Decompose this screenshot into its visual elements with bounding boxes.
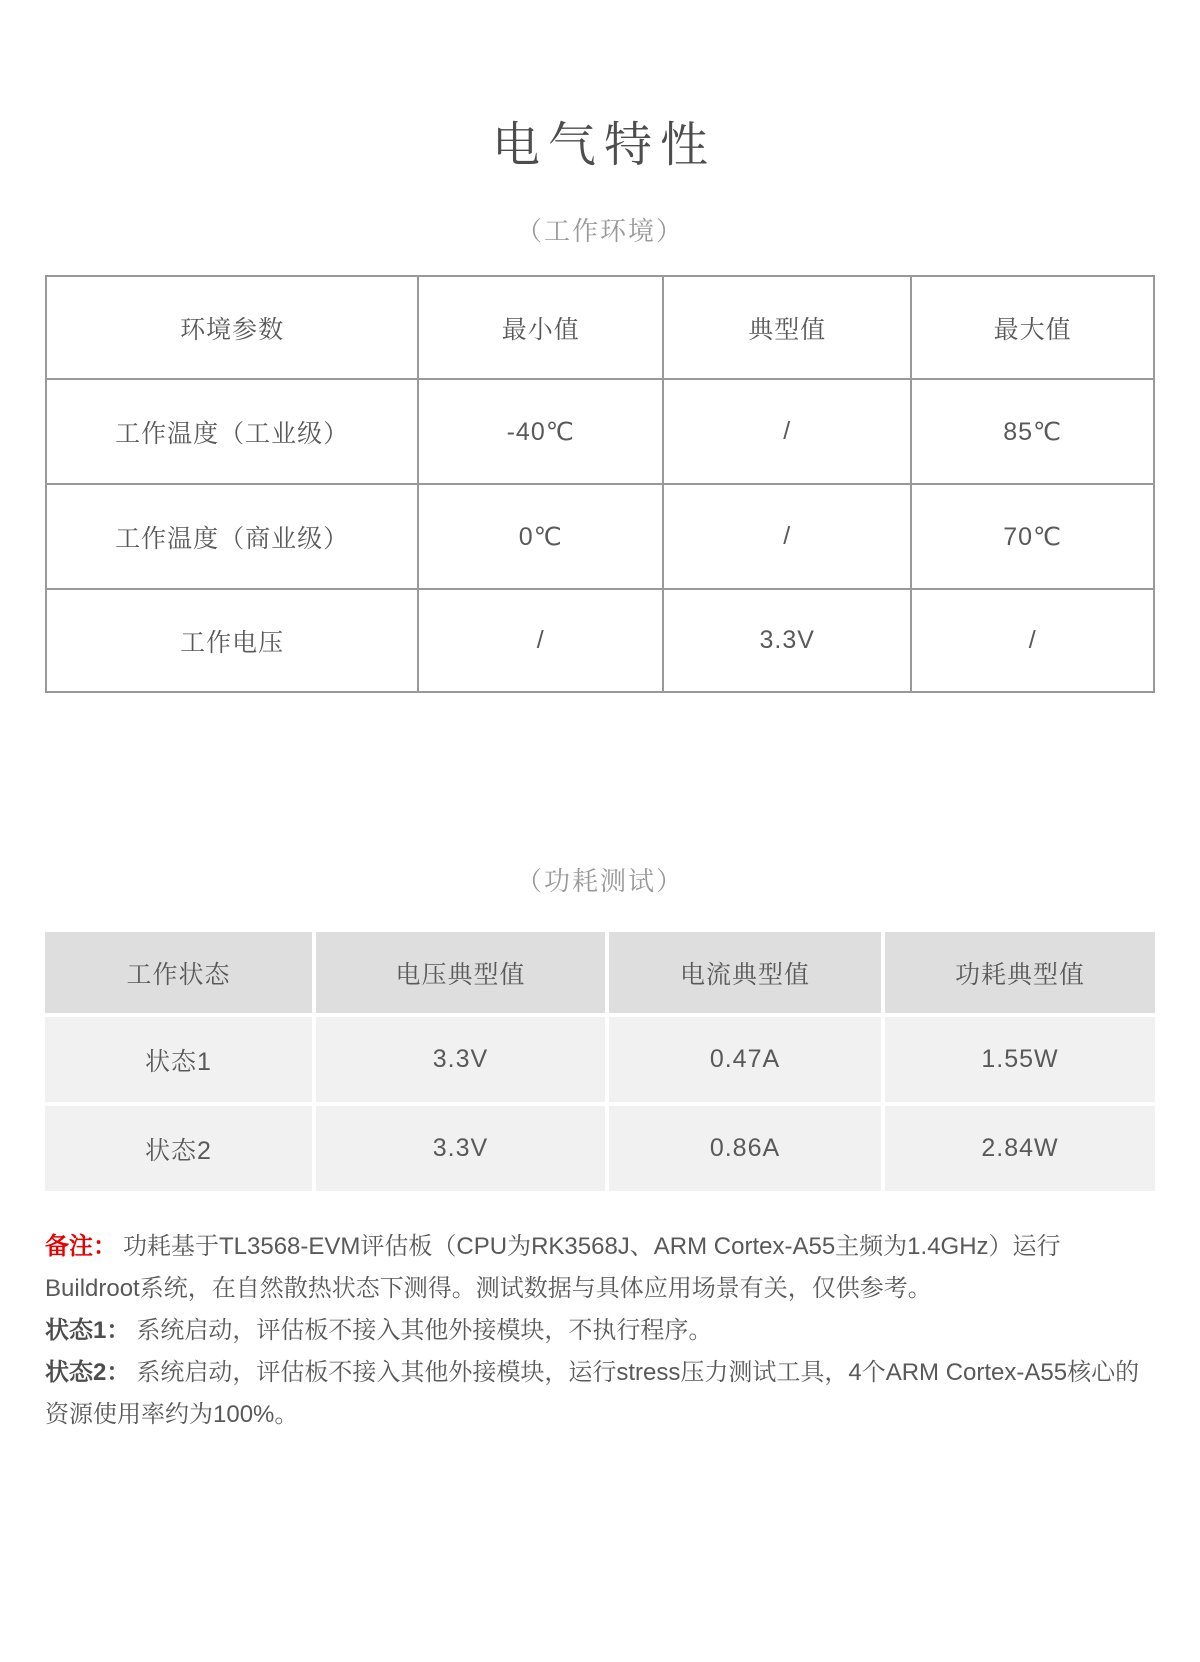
env-cell: 3.3V (663, 589, 911, 692)
environment-table-header-row (46, 276, 1154, 379)
power-header-state: 工作状态 (45, 932, 312, 1013)
env-header-max: 最大值 (911, 276, 1154, 379)
env-cell: 工作温度（商业级） (46, 484, 418, 589)
power-header-current: 电流典型值 (609, 932, 881, 1013)
env-cell: / (663, 484, 911, 589)
power-cell: 状态1 (45, 1017, 312, 1102)
note-remark-label: 备注： (45, 1233, 117, 1260)
power-table (45, 932, 1155, 1191)
page-title: 电气特性 (491, 119, 716, 172)
table-row (46, 484, 1154, 589)
power-cell: 3.3V (316, 1017, 605, 1102)
env-cell: 工作电压 (46, 589, 418, 692)
notes (45, 1226, 1155, 1436)
env-cell: 70℃ (911, 484, 1154, 589)
power-cell: 2.84W (885, 1106, 1155, 1191)
env-cell: / (663, 379, 911, 484)
table-row (46, 589, 1154, 692)
note-state1 (45, 1310, 1155, 1352)
page (45, 119, 1155, 1436)
power-cell: 0.86A (609, 1106, 881, 1191)
note-remark-text: 功耗基于TL3568-EVM评估板（CPU为RK3568J、ARM Cortex-A55主频为1.4GHz）运行Buildroot系统，在自然散热状态下测得。测试数据与具体应用场景有关，仅供参考。 (45, 1233, 1061, 1302)
power-header-voltage: 电压典型值 (316, 932, 605, 1013)
env-cell: 0℃ (418, 484, 663, 589)
power-cell: 3.3V (316, 1106, 605, 1191)
section1-subtitle: （工作环境） (515, 216, 684, 246)
env-cell: / (911, 589, 1154, 692)
note-state2 (45, 1352, 1155, 1436)
power-header-power: 功耗典型值 (885, 932, 1155, 1013)
env-header-parameter: 环境参数 (46, 276, 418, 379)
env-header-typical: 典型值 (663, 276, 911, 379)
note-state2-label: 状态2： (45, 1359, 131, 1386)
power-cell: 1.55W (885, 1017, 1155, 1102)
env-cell: 工作温度（工业级） (46, 379, 418, 484)
note-state1-label: 状态1： (45, 1317, 131, 1344)
power-cell: 0.47A (609, 1017, 881, 1102)
env-cell: -40℃ (418, 379, 663, 484)
environment-table (45, 275, 1155, 693)
env-header-min: 最小值 (418, 276, 663, 379)
note-state2-text: 系统启动，评估板不接入其他外接模块，运行stress压力测试工具，4个ARM Cortex-A55核心的资源使用率约为100%。 (45, 1359, 1140, 1428)
env-cell: 85℃ (911, 379, 1154, 484)
power-cell: 状态2 (45, 1106, 312, 1191)
env-cell: / (418, 589, 663, 692)
section2-subtitle: （功耗测试） (515, 866, 684, 896)
note-state1-text: 系统启动，评估板不接入其他外接模块，不执行程序。 (136, 1317, 713, 1344)
table-row (46, 379, 1154, 484)
note-remark (45, 1226, 1155, 1310)
